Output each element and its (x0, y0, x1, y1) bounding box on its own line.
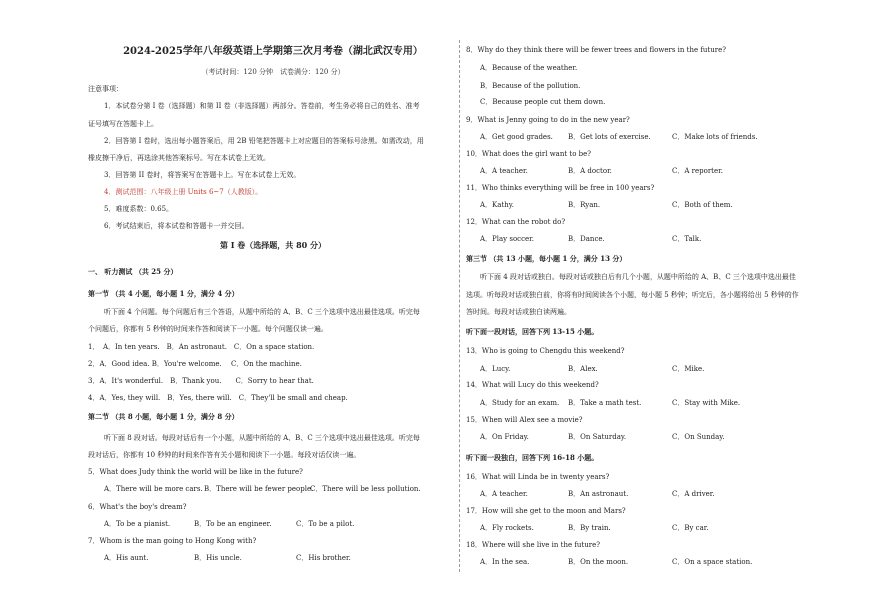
question-13: 13．Who is going to Chengdu this weekend? (466, 347, 625, 355)
instruction: 个问题后，你都有 5 秒钟的时间来作答和阅读下一小题。每个问题仅读一遍。 (88, 325, 328, 333)
group-heading: 听下面一段独白，回答下列 16-18 小题。 (466, 453, 599, 462)
option-b: B．Alex. (568, 365, 598, 373)
question-8: 8．Why do they think there will be fewer trees and flowers in the future? (466, 46, 726, 54)
option-b: B．His uncle. (194, 554, 242, 562)
question-4: 4．A．Yes, they will. B．Yes, there will. C．They'll be small and cheap. (88, 394, 348, 402)
subsection-heading: 第二节 （共 8 小题，每小题 1 分，满分 8 分） (88, 412, 239, 421)
instruction: 答时间。每段对话或独白读两遍。 (466, 308, 571, 316)
notice-scope: 4．测试范围：八年级上册 Units 6~7（人教版）。 (104, 188, 263, 196)
exam-title: 2024-2025学年八年级英语上学期第三次月考卷（湖北武汉专用） (123, 46, 423, 57)
option-c: C．Because people cut them down. (480, 98, 606, 106)
instruction: 听下面 8 段对话。每段对话后有一个小题，从题中所给的 A、B、C 三个选项中选出最佳选项。听完每 (104, 434, 420, 442)
subsection-heading: 第三节 （共 13 小题，每小题 1 分，满分 13 分） (466, 254, 627, 263)
option-b: B．To be an engineer. (194, 520, 272, 528)
option-a: A．Study for an exam. (480, 399, 560, 407)
option-a: A．In the sea. (480, 558, 530, 566)
option-b: B．An astronaut. (568, 490, 629, 498)
question-10: 10．What does the girl want to be? (466, 150, 592, 158)
option-b: B．Get lots of exercise. (568, 133, 651, 141)
option-a: A．Fly rockets. (480, 524, 534, 532)
option-a: A．There will be more cars. (104, 485, 203, 493)
option-c: C．A driver. (672, 490, 715, 498)
instruction: 选项。听每段对话或独白前，你将有时间阅读各个小题，每小题 5 秒钟；听完后，各小题将给出 5 秒钟的作 (466, 291, 799, 299)
option-a: A．Get good grades. (480, 133, 553, 141)
option-b: B．Because of the pollution. (480, 82, 581, 90)
part1-heading: 第 I 卷（选择题，共 80 分） (219, 240, 326, 250)
option-a: A．To be a pianist. (104, 520, 171, 528)
instruction: 段对话后，你都有 10 秒钟的时间来作答有关小题和阅读下一小题。每段对话仅读一遍。 (88, 451, 361, 459)
notice-heading: 注意事项： (88, 85, 123, 93)
notice-item: 2．回答第 I 卷时，选出每小题答案后，用 2B 铅笔把答题卡上对应题目的答案标号涂黑。如需改动，用 (104, 137, 424, 145)
question-16: 16．What will Linda be in twenty years? (466, 473, 610, 481)
option-b: B．By train. (568, 524, 611, 532)
notice-item: 6．考试结束后，将本试卷和答题卡一并交回。 (104, 222, 249, 230)
question-3: 3．A．It's wonderful. B．Thank you. C．Sorry to hear that. (88, 377, 314, 385)
option-c: C．Stay with Mike. (672, 399, 741, 407)
question-9: 9．What is Jenny going to do in the new year? (466, 116, 630, 124)
option-b: B．There will be fewer people. (204, 485, 314, 493)
notice-item: 证号填写在答题卡上。 (88, 120, 158, 128)
group-heading: 听下面一段对话，回答下列 13-15 小题。 (466, 327, 599, 336)
question-11: 11．Who thinks everything will be free in 100 years? (466, 184, 655, 192)
option-c: C．There will be less pollution. (310, 485, 421, 493)
question-5: 5．What does Judy think the world will be like in the future? (88, 468, 303, 476)
option-c: C．By car. (672, 524, 709, 532)
question-17: 17．How will she get to the moon and Mars? (466, 507, 626, 515)
option-b: B．Take a math test. (568, 399, 642, 407)
question-7: 7．Whom is the man going to Hong Kong with? (88, 537, 257, 545)
option-a: A．On Friday. (480, 433, 529, 441)
option-b: B．Dance. (568, 235, 605, 243)
option-a: A．His aunt. (104, 554, 149, 562)
instruction: 听下面 4 个问题。每个问题后有三个答语，从题中所给的 A、B、C 三个选项中选出最佳选项。听完每 (104, 308, 420, 316)
question-6: 6．What's the boy's dream? (88, 503, 187, 511)
question-14: 14．What will Lucy do this weekend? (466, 381, 599, 389)
option-a: A．A teacher. (480, 167, 528, 175)
notice-item: 3．回答第 II 卷时，将答案写在答题卡上。写在本试卷上无效。 (104, 171, 301, 179)
option-c: C．Make lots of friends. (672, 133, 758, 141)
option-c: C．Talk. (672, 235, 702, 243)
option-a: A．Lucy. (480, 365, 511, 373)
notice-item: 橡皮擦干净后，再选涂其他答案标号。写在本试卷上无效。 (88, 154, 270, 162)
option-c: C．Both of them. (672, 201, 733, 209)
question-12: 12．What can the robot do? (466, 218, 566, 226)
option-b: B．Ryan. (568, 201, 601, 209)
question-15: 15．When will Alex see a movie? (466, 416, 583, 424)
option-c: C．On a space station. (672, 558, 753, 566)
option-b: B．A doctor. (568, 167, 612, 175)
option-a: A．Play soccer. (480, 235, 534, 243)
option-c: C．His brother. (296, 554, 351, 562)
option-a: A．Because of the weather. (480, 64, 578, 72)
option-c: C．Mike. (672, 365, 705, 373)
question-1: 1． A．In ten years. B．An astronaut. C．On a space station. (88, 343, 315, 351)
option-c: C．To be a pilot. (296, 520, 355, 528)
exam-info: （考试时间：120 分钟 试卷满分：120 分） (201, 68, 345, 76)
notice-item: 1．本试卷分第 I 卷（选择题）和第 II 卷（非选择题）两部分。答卷前，考生务必将自己的姓名、准考 (104, 102, 420, 110)
subsection-heading: 第一节 （共 4 小题，每小题 1 分，满分 4 分） (88, 289, 239, 298)
option-b: B．On Saturday. (568, 433, 627, 441)
question-18: 18．Where will she live in the future? (466, 541, 600, 549)
question-2: 2．A．Good idea. B．You're welcome. C．On the machine. (88, 360, 302, 368)
option-a: A．A teacher. (480, 490, 528, 498)
section-heading: 一、 听力测试 （共 25 分） (88, 267, 178, 276)
option-b: B．On the moon. (568, 558, 629, 566)
column-divider (459, 40, 460, 572)
option-c: C．A reporter. (672, 167, 723, 175)
option-a: A．Kathy. (480, 201, 515, 209)
notice-item: 5．难度系数：0.65。 (104, 205, 174, 213)
instruction: 听下面 4 段对话或独白。每段对话或独白后有几个小题，从题中所给的 A、B、C 三个选项中选出最佳 (480, 273, 796, 281)
option-c: C．On Sunday. (672, 433, 725, 441)
